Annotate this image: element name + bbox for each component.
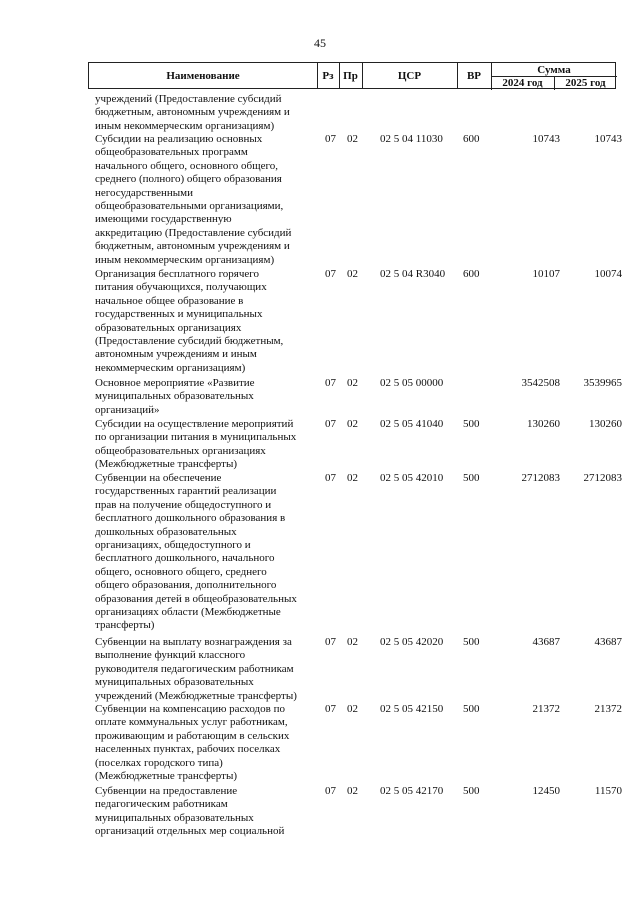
row-pr: 02 [347, 377, 358, 389]
row-name: Субвенции на компенсацию расходов по оплате коммунальных услуг работникам, проживающим и работающим в сельских населенных пунктах, рабочих поселках (поселках городского типа) (Межбюджетные трансферты) [95, 703, 290, 783]
row-pr: 02 [347, 785, 358, 797]
row-csr: 02 5 05 42170 [380, 785, 444, 797]
row-pr: 02 [347, 268, 358, 280]
row-name: Организация бесплатного горячего питания обучающихся, получающих начальное общее образование в государственных и муниципальных образовательных организациях (Предоставление субсидий бюджетным, автономным учреждениям и иным некоммерческим организациям) [95, 268, 284, 374]
row-csr: 02 5 04 R3040 [380, 268, 446, 280]
row-rz: 07 [325, 268, 336, 280]
row-year-2025: 10743 [594, 133, 622, 145]
row-year-2024: 12450 [532, 785, 560, 797]
row-year-2025: 10074 [594, 268, 622, 280]
row-rz: 07 [325, 785, 336, 797]
row-year-2024: 2712083 [521, 472, 560, 484]
header-year-2024: 2024 год [502, 77, 543, 89]
row-vr: 500 [463, 418, 480, 430]
row-csr: 02 5 05 41040 [380, 418, 444, 430]
row-name: Субвенции на предоставление педагогическим работникам муниципальных образовательных организаций отдельных мер социальной [95, 785, 285, 838]
header-rz: Рз [322, 69, 334, 82]
page-number: 45 [314, 36, 326, 50]
row-year-2024: 10743 [532, 133, 560, 145]
header-name: Наименование [166, 69, 240, 82]
row-year-2025: 43687 [594, 636, 622, 648]
row-rz: 07 [325, 133, 336, 145]
header-year-2025: 2025 год [565, 77, 606, 89]
row-pr: 02 [347, 636, 358, 648]
row-vr: 600 [463, 133, 480, 145]
row-csr: 02 5 05 42010 [380, 472, 444, 484]
row-year-2025: 21372 [594, 703, 622, 715]
row-pr: 02 [347, 472, 358, 484]
row-pr: 02 [347, 703, 358, 715]
row-rz: 07 [325, 703, 336, 715]
row-rz: 07 [325, 472, 336, 484]
row-rz: 07 [325, 418, 336, 430]
row-vr: 500 [463, 472, 480, 484]
row-year-2024: 10107 [532, 268, 560, 280]
row-csr: 02 5 05 42150 [380, 703, 444, 715]
row-year-2025: 3539965 [583, 377, 622, 389]
row-csr: 02 5 05 00000 [380, 377, 444, 389]
row-name: Субсидии на реализацию основных общеобразовательных программ начального общего, основного общего, среднего (полного) общего образования негосударственными общеобразовательными организациями, имеющими государственную аккредитацию (Предоставление субсидий бюджетным, автономным учреждениям и иным некоммерческим организациям) [95, 133, 292, 266]
row-year-2024: 43687 [532, 636, 560, 648]
row-csr: 02 5 04 11030 [380, 133, 443, 145]
row-vr: 500 [463, 785, 480, 797]
row-rz: 07 [325, 636, 336, 648]
row-name: Субвенции на выплату вознаграждения за выполнение функций классного руководителя педагогическим работникам муниципальных образовательных учреждений (Межбюджетные трансферты) [95, 636, 297, 702]
row-csr: 02 5 05 42020 [380, 636, 444, 648]
row-pr: 02 [347, 418, 358, 430]
row-year-2024: 130260 [527, 418, 560, 430]
row-year-2025: 11570 [594, 785, 622, 797]
row-year-2025: 130260 [589, 418, 622, 430]
row-year-2025: 2712083 [583, 472, 622, 484]
row-name: учреждений (Предоставление субсидий бюджетным, автономным учреждениям и иным некоммерческим организациям) [95, 93, 290, 132]
header-vr: ВР [466, 69, 482, 82]
row-vr: 500 [463, 636, 480, 648]
row-rz: 07 [325, 377, 336, 389]
row-name: Субсидии на осуществление мероприятий по организации питания в муниципальных общеобразовательных организациях (Межбюджетные трансферты) [95, 418, 297, 471]
table-header [88, 62, 616, 89]
header-pr: Пр [343, 69, 358, 82]
row-year-2024: 3542508 [521, 377, 560, 389]
row-name: Основное мероприятие «Развитие муниципальных образовательных организаций» [95, 377, 255, 416]
row-year-2024: 21372 [532, 703, 560, 715]
row-name: Субвенции на обеспечение государственных гарантий реализации прав на получение общедоступного и бесплатного дошкольного образования в дошкольных образовательных организациях, общедоступного и бесплатного дошкольного, начального общего, основного общего, среднего общего образования, дополнительного образования детей в общеобразовательных организациях области (Межбюджетные трансферты) [95, 472, 297, 632]
header-sum: Сумма [537, 63, 571, 76]
row-vr: 600 [463, 268, 480, 280]
header-csr: ЦСР [397, 69, 422, 82]
row-vr: 500 [463, 703, 480, 715]
row-pr: 02 [347, 133, 358, 145]
